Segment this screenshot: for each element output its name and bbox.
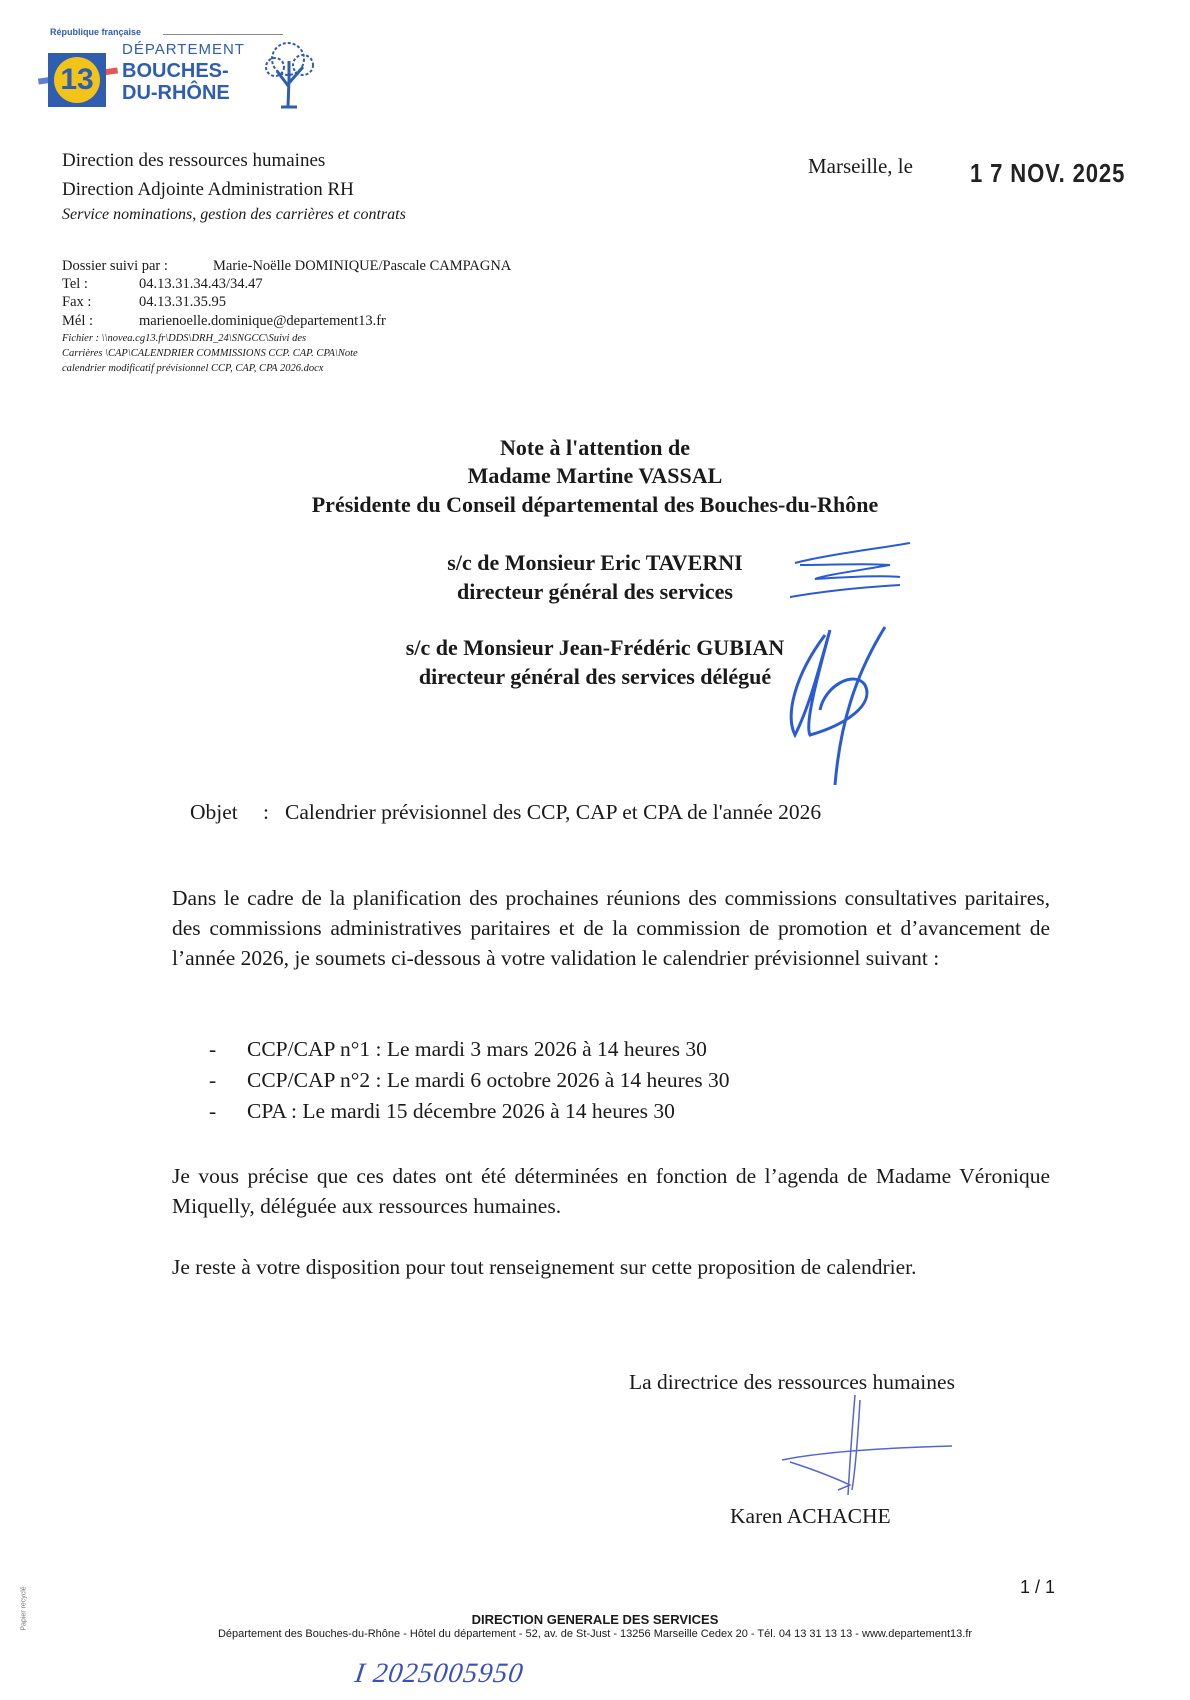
recycled-paper-note: Papier recyclé [20, 1586, 28, 1631]
signature-achache [780, 1390, 955, 1500]
body-paragraph-1: Dans le cadre de la planification des prochaines réunions des commissions consultatives paritaires, des commissions administratives paritaires et de la commission de promotion et d’avancement de l’année 2026, je soumets ci-dessous à votre validation le calendrier prévisionnel suivant : [172, 886, 1050, 970]
body-paragraph-2: Je vous précise que ces dates ont été déterminées en fonction de l’agenda de Madame Véronique Miquelly, déléguée aux ressources humaines. [172, 1164, 1050, 1218]
logo-bouches-text: BOUCHES- [122, 60, 229, 82]
signature-gubian [765, 615, 895, 795]
signature-taverni [785, 535, 915, 605]
logo-republique-text: République française [50, 27, 142, 37]
objet-text: Calendrier prévisionnel des CCP, CAP et CPA de l'année 2026 [285, 800, 822, 824]
file-path-line-1: Fichier : \\novea.cg13.fr\DDS\DRH_24\SNGCC\Suivi des [62, 333, 307, 344]
footer-heading: DIRECTION GENERALE DES SERVICES [471, 1612, 719, 1627]
place-label: Marseille, le [808, 154, 913, 178]
bullet-marker: - [209, 1068, 217, 1092]
dossier-label: Dossier suivi par : [62, 258, 168, 274]
date-item-3: CPA : Le mardi 15 décembre 2026 à 14 heures 30 [247, 1099, 675, 1123]
bullet-marker: - [209, 1037, 217, 1061]
logo-rhone-text: DU-RHÔNE [122, 82, 230, 104]
note-heading: Note à l'attention de [499, 435, 691, 460]
file-path-line-2: Carrières \CAP\CALENDRIER COMMISSIONS CCP. CAP. CPA\Note [62, 348, 358, 359]
tel-value: 04.13.31.34.43/34.47 [139, 276, 263, 292]
file-path-line-3: calendrier modificatif prévisionnel CCP, CAP, CPA 2026.docx [62, 363, 324, 374]
tel-label: Tel : [62, 276, 88, 292]
fax-label: Fax : [62, 294, 92, 310]
sender-service: Service nominations, gestion des carrières et contrats [62, 206, 406, 223]
addressee-title: Présidente du Conseil départemental des Bouches-du-Rhône [311, 492, 879, 517]
olive-tree-icon [253, 39, 323, 109]
page-number: 1 / 1 [1020, 1577, 1056, 1597]
logo-departement-text: DÉPARTEMENT [122, 41, 245, 58]
mel-value: marienoelle.dominique@departement13.fr [139, 313, 386, 329]
sc1-title: directeur général des services [457, 579, 733, 604]
department-logo [38, 27, 328, 112]
sc2-title: directeur général des services délégué [418, 664, 772, 689]
signatory-title: La directrice des ressources humaines [629, 1370, 955, 1394]
bullet-marker: - [209, 1099, 217, 1123]
logo-rule [163, 34, 283, 35]
footer-address: Département des Bouches-du-Rhône - Hôtel du département - 52, av. de St-Just - 13256 Marseille Cedex 20 - Tél. 04 13 31 13 13 - www.departement13.fr [217, 1628, 973, 1640]
body-paragraph-3: Je reste à votre disposition pour tout renseignement sur cette proposition de calendrier. [172, 1255, 917, 1279]
addressee-name: Madame Martine VASSAL [467, 463, 723, 488]
date-stamp: 1 7 NOV. 2025 [970, 158, 1126, 188]
sender-direction: Direction des ressources humaines [62, 150, 326, 171]
sc1-name: s/c de Monsieur Eric TAVERNI [447, 550, 743, 575]
fax-value: 04.13.31.35.95 [139, 294, 226, 310]
logo-13-number: 13 [54, 57, 100, 103]
mel-label: Mél : [62, 313, 94, 329]
sender-sub-direction: Direction Adjointe Administration RH [62, 179, 354, 200]
dossier-value: Marie-Noëlle DOMINIQUE/Pascale CAMPAGNA [213, 258, 512, 274]
handwritten-reference: I 2025005950 [352, 1658, 526, 1689]
date-item-1: CCP/CAP n°1 : Le mardi 3 mars 2026 à 14 heures 30 [247, 1037, 707, 1061]
logo-13-badge [48, 53, 106, 107]
signatory-name: Karen ACHACHE [730, 1504, 891, 1528]
date-item-2: CCP/CAP n°2 : Le mardi 6 octobre 2026 à 14 heures 30 [247, 1068, 730, 1092]
objet-separator: : [263, 800, 269, 824]
objet-label: Objet [190, 800, 238, 824]
sc2-name: s/c de Monsieur Jean-Frédéric GUBIAN [405, 635, 785, 660]
